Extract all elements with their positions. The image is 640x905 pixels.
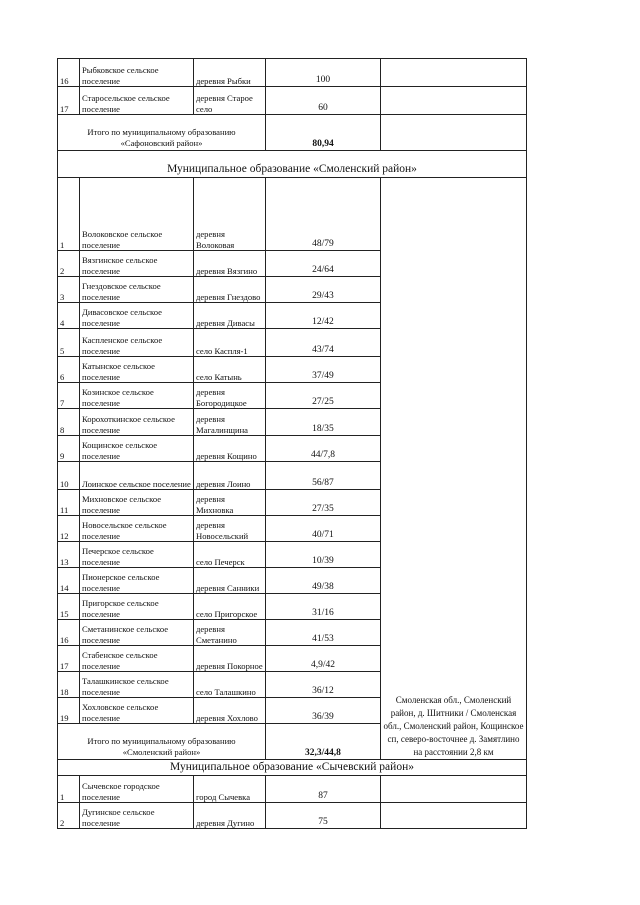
row-number: 4 (58, 303, 80, 329)
village-name: деревня Богородицкое (194, 383, 266, 409)
village-name: деревня Гнездово (194, 277, 266, 303)
village-name: село Пригорское (194, 594, 266, 620)
row-number: 2 (58, 251, 80, 277)
settlement-name: Пионерское сельское поселение (80, 568, 194, 594)
settlement-name: Корохоткинское сельское поселение (80, 409, 194, 436)
empty-cell (381, 115, 527, 151)
distance-value: 27/25 (266, 383, 381, 409)
total-value: 32,3/44,8 (266, 724, 381, 760)
settlement-name: Катынское сельское поселение (80, 357, 194, 383)
distance-value: 36/12 (266, 672, 381, 698)
table-row (58, 87, 527, 115)
settlement-name: Старосельское сельское поселение (80, 87, 194, 115)
table-row (58, 760, 527, 776)
village-name: деревня Волоковая (194, 178, 266, 251)
village-name: деревня Дугино (194, 803, 266, 829)
row-number: 14 (58, 568, 80, 594)
row-number: 17 (58, 87, 80, 115)
row-number: 6 (58, 357, 80, 383)
row-number: 13 (58, 542, 80, 568)
settlement-name: Хохловское сельское поселение (80, 698, 194, 724)
village-name: деревня Рыбки (194, 59, 266, 87)
distance-value: 4,9/42 (266, 646, 381, 672)
empty-cell (381, 803, 527, 829)
village-name: деревня Дивасы (194, 303, 266, 329)
settlement-name: Гнездовское сельское поселение (80, 277, 194, 303)
settlement-name: Новосельское сельское поселение (80, 516, 194, 542)
row-number: 1 (58, 178, 80, 251)
settlement-name: Кощинское сельское поселение (80, 436, 194, 462)
settlement-name: Сычевское городское поселение (80, 776, 194, 803)
table-row (58, 151, 527, 178)
distance-value: 10/39 (266, 542, 381, 568)
village-name: деревня Михновка (194, 490, 266, 516)
village-name: деревня Старое село (194, 87, 266, 115)
distance-value: 37/49 (266, 357, 381, 383)
settlement-name: Стабенское сельское поселение (80, 646, 194, 672)
total-label (58, 115, 266, 151)
settlement-name: Лоинское сельское поселение (80, 462, 194, 490)
distance-value: 18/35 (266, 409, 381, 436)
row-number: 1 (58, 776, 80, 803)
distance-value: 40/71 (266, 516, 381, 542)
village-name: деревня Сметанино (194, 620, 266, 646)
settlement-name: Печерское сельское поселение (80, 542, 194, 568)
settlement-name: Пригорское сельское поселение (80, 594, 194, 620)
row-number: 15 (58, 594, 80, 620)
row-number: 10 (58, 462, 80, 490)
total-label (58, 724, 266, 760)
village-name: село Каспля-1 (194, 329, 266, 357)
row-number: 17 (58, 646, 80, 672)
section-heading: Муниципальное образование «Сычевский район» (58, 760, 527, 776)
distance-value: 43/74 (266, 329, 381, 357)
row-number: 11 (58, 490, 80, 516)
village-name: деревня Кощино (194, 436, 266, 462)
village-name: деревня Вязгино (194, 251, 266, 277)
settlement-name: Каспленское сельское поселение (80, 329, 194, 357)
row-number: 7 (58, 383, 80, 409)
settlement-name: Дугинское сельское поселение (80, 803, 194, 829)
total-label-line: Итого по муниципальному образованию (87, 126, 236, 137)
table-row (58, 59, 527, 87)
distance-value: 49/38 (266, 568, 381, 594)
distance-value: 56/87 (266, 462, 381, 490)
table-row (58, 776, 527, 803)
distance-value: 44/7,8 (266, 436, 381, 462)
village-name: город Сычевка (194, 776, 266, 803)
row-number: 5 (58, 329, 80, 357)
table-row (58, 803, 527, 829)
settlement-name: Талашкинское сельское поселение (80, 672, 194, 698)
distance-value: 31/16 (266, 594, 381, 620)
distance-value: 29/43 (266, 277, 381, 303)
settlement-name: Волоковское сельское поселение (80, 178, 194, 251)
location-cell: Смоленская обл., Смоленский район, д. Шитники / Смоленская обл., Смоленский район, Кощинское сп, северо-восточнее д. Замятлино на расстоянии 2,8 км (381, 178, 527, 760)
row-number: 9 (58, 436, 80, 462)
settlement-name: Вязгинское сельское поселение (80, 251, 194, 277)
distance-value: 60 (266, 87, 381, 115)
village-name: деревня Новосельский (194, 516, 266, 542)
distance-value: 12/42 (266, 303, 381, 329)
settlement-name: Сметанинское сельское поселение (80, 620, 194, 646)
village-name: село Катынь (194, 357, 266, 383)
total-label-line: «Смоленский район» (122, 747, 201, 758)
empty-cell (381, 776, 527, 803)
row-number: 16 (58, 59, 80, 87)
village-name: село Талашкино (194, 672, 266, 698)
section-heading: Муниципальное образование «Смоленский район» (58, 151, 527, 178)
settlement-name: Михновское сельское поселение (80, 490, 194, 516)
settlement-name: Козинское сельское поселение (80, 383, 194, 409)
village-name: деревня Магалинщина (194, 409, 266, 436)
distance-value: 27/35 (266, 490, 381, 516)
table-row (58, 178, 527, 251)
distance-value: 75 (266, 803, 381, 829)
settlement-name: Дивасовское сельское поселение (80, 303, 194, 329)
row-number: 2 (58, 803, 80, 829)
village-name: деревня Лоино (194, 462, 266, 490)
distance-value: 24/64 (266, 251, 381, 277)
row-number: 16 (58, 620, 80, 646)
village-name: село Печерск (194, 542, 266, 568)
village-name: деревня Санники (194, 568, 266, 594)
distance-value: 48/79 (266, 178, 381, 251)
row-number: 3 (58, 277, 80, 303)
table-row (58, 115, 527, 151)
row-number: 19 (58, 698, 80, 724)
total-label-line: «Сафоновский район» (120, 138, 203, 149)
total-value: 80,94 (266, 115, 381, 151)
total-label-line: Итого по муниципальному образованию (87, 735, 236, 746)
row-number: 8 (58, 409, 80, 436)
distance-value: 87 (266, 776, 381, 803)
row-number: 12 (58, 516, 80, 542)
empty-cell (381, 59, 527, 87)
village-name: деревня Хохлово (194, 698, 266, 724)
village-name: деревня Покорное (194, 646, 266, 672)
empty-cell (381, 87, 527, 115)
distance-value: 36/39 (266, 698, 381, 724)
distance-value: 100 (266, 59, 381, 87)
distance-value: 41/53 (266, 620, 381, 646)
settlement-name: Рыбковское сельское поселение (80, 59, 194, 87)
row-number: 18 (58, 672, 80, 698)
settlements-table (57, 58, 527, 829)
